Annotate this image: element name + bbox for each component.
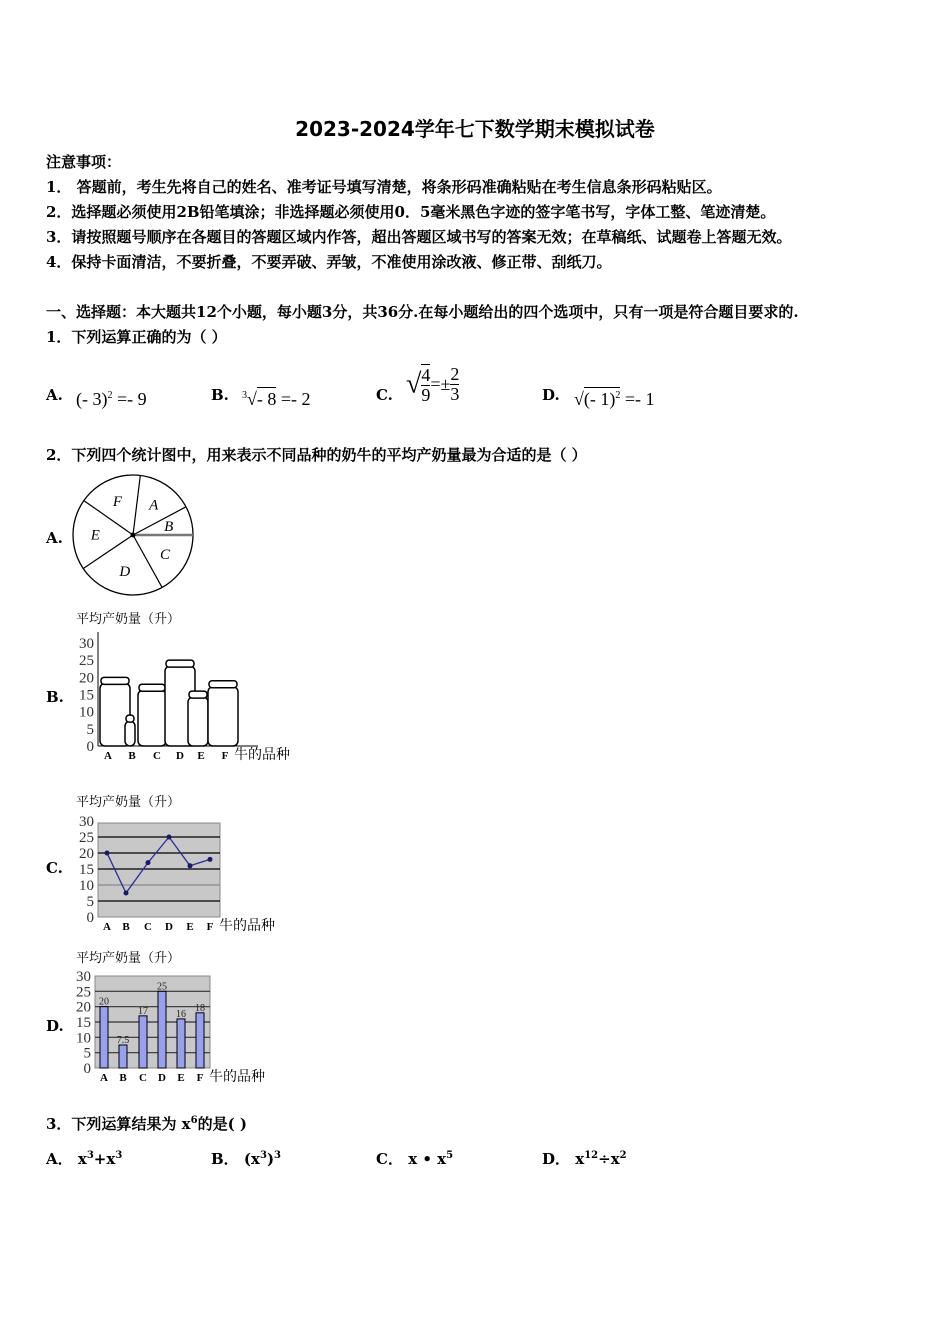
data-label: 18 — [195, 1002, 205, 1014]
q3-option-c — [376, 1148, 453, 1169]
notes-heading: 注意事项： — [46, 153, 122, 171]
jar-bar — [125, 721, 135, 746]
q3-stem-pre: 3．下列运算结果为 x — [46, 1115, 191, 1133]
question-1-stem: 1．下列运算正确的为（ ） — [46, 328, 227, 346]
q3-stem-exp: 6 — [190, 1115, 198, 1126]
q1a-rhs: =- 9 — [116, 389, 147, 409]
page-title: 2023-2024学年七下数学期末模拟试卷 — [295, 117, 655, 141]
jar-lid — [139, 684, 165, 691]
pie-slice-label: C — [160, 546, 171, 563]
data-point — [105, 851, 110, 856]
section-heading: 一、选择题：本大题共12个小题，每小题3分，共36分.在每小题给出的四个选项中，只有一项是符合题目要求的. — [46, 303, 799, 321]
q1b-radicand: - 8 — [256, 389, 277, 409]
q3a-e2: 3 — [115, 1150, 123, 1161]
q3b-t1: (x — [243, 1150, 260, 1168]
y-tick-label: 25 — [76, 984, 91, 1001]
q1b-index: 3 — [242, 390, 247, 401]
y-tick-label: 0 — [83, 1061, 91, 1077]
y-tick-label: 15 — [76, 1015, 91, 1031]
note-item: 1． 答题前，考生先将自己的姓名、准考证号填写清楚，将条形码准确粘贴在考生信息条形码粘贴区。 — [46, 178, 722, 196]
q3-option-a — [46, 1148, 122, 1169]
x-tick-label: D — [176, 750, 184, 762]
chart-y-axis-title: 平均产奶量（升） — [76, 950, 181, 965]
q3d-label: D． — [542, 1150, 571, 1168]
jar-bar — [208, 687, 238, 746]
x-tick-label: E — [177, 1072, 185, 1084]
y-tick-label: 30 — [76, 969, 91, 985]
note-item: 4．保持卡面清洁，不要折叠，不要弄破、弄皱，不准使用涂改液、修正带、刮纸刀。 — [46, 253, 612, 271]
q1-option-c-formula: √ $\frac{4}{9}$ =± $\frac{2}{3}$ — [406, 364, 460, 405]
y-tick-label: 0 — [86, 910, 94, 926]
y-tick-label: 30 — [79, 814, 94, 830]
q1-option-b-formula: $^3$√- 8 =- 2 — [242, 389, 311, 409]
q2-option-c-label: C. — [46, 859, 63, 877]
q3d-e1: 12 — [584, 1150, 599, 1161]
jar-lid — [209, 681, 237, 688]
data-point — [208, 857, 213, 862]
y-tick-label: 20 — [76, 999, 91, 1016]
q2-option-b-label: B. — [46, 688, 64, 706]
q3c-e1: 5 — [446, 1150, 454, 1161]
jar-bar — [188, 697, 208, 746]
q1d-radicand: (- 1) — [583, 389, 616, 409]
data-label: 20 — [99, 996, 109, 1008]
y-tick-label: 5 — [83, 1045, 91, 1062]
q3d-t1: x — [575, 1150, 585, 1168]
pie-slice-label: D — [119, 564, 131, 581]
jar-lid — [166, 660, 194, 667]
bar — [119, 1045, 127, 1068]
data-point — [167, 835, 172, 840]
y-tick-label: 0 — [86, 739, 94, 755]
q3a-label: A． — [46, 1150, 73, 1168]
q3a-t1: x — [77, 1150, 87, 1168]
data-label: 7.5 — [116, 1035, 130, 1046]
data-label: 16 — [176, 1008, 186, 1020]
x-tick-label: F — [221, 750, 229, 762]
x-tick-label: E — [197, 750, 205, 762]
y-tick-label: 10 — [76, 1030, 91, 1047]
x-tick-label: F — [196, 1072, 204, 1084]
jar-bar — [138, 690, 166, 746]
bar — [196, 1013, 204, 1068]
q1c-eq: =± — [430, 373, 451, 394]
pie-slice-label: A — [149, 497, 159, 514]
q1c-num: 4 — [421, 365, 431, 385]
q3a-t2: +x — [93, 1150, 116, 1168]
q1c-den: 9 — [421, 384, 431, 405]
bar — [158, 991, 166, 1068]
q1-option-b-label: B. — [211, 386, 229, 404]
y-tick-label: 5 — [86, 894, 94, 910]
y-tick-label: 15 — [79, 862, 94, 878]
q1a-base: (- 3) — [76, 389, 108, 409]
pie-slice-label: E — [90, 527, 100, 544]
x-tick-label: B — [119, 1072, 127, 1084]
q3b-e2: 3 — [274, 1150, 282, 1161]
x-tick-label: B — [122, 921, 130, 933]
q3d-e2: 2 — [619, 1150, 627, 1161]
data-point — [188, 863, 193, 868]
q1d-rhs: =- 1 — [624, 389, 655, 409]
note-item: 2．选择题必须使用2B铅笔填涂；非选择题必须使用0．5毫米黑色字迹的签字笔书写，字体工整、笔迹清楚。 — [46, 203, 776, 221]
bar — [139, 1016, 147, 1068]
bar — [100, 1007, 108, 1068]
y-tick-label: 10 — [79, 878, 94, 894]
q3d-t2: ÷x — [598, 1150, 620, 1168]
x-tick-label: C — [153, 750, 161, 762]
data-label: 25 — [157, 981, 167, 993]
chart-x-axis-title: 牛的品种 — [219, 919, 275, 934]
pie-center — [131, 533, 136, 538]
x-tick-label: A — [100, 1072, 108, 1084]
q3b-t2: ) — [266, 1150, 275, 1168]
x-tick-label: D — [158, 1072, 166, 1084]
q2-option-a-label: A. — [46, 529, 63, 547]
jar-lid — [126, 715, 134, 722]
q3b-e1: 3 — [259, 1150, 267, 1161]
jar-lid — [189, 691, 207, 698]
y-tick-label: 20 — [79, 670, 94, 687]
q1c-num2: 2 — [450, 364, 460, 384]
question-2-stem: 2．下列四个统计图中，用来表示不同品种的奶牛的平均产奶量最为合适的是（ ） — [46, 446, 587, 464]
chart-x-axis-title: 牛的品种 — [209, 1070, 265, 1085]
q3c-label: C． — [376, 1150, 403, 1168]
bar — [177, 1019, 185, 1068]
x-tick-label: E — [186, 921, 194, 933]
chart-y-axis-title: 平均产奶量（升） — [76, 794, 181, 809]
pie-slice-label: F — [112, 494, 123, 511]
q1-option-d-formula: √(- 1)$^2$ =- 1 — [574, 389, 655, 409]
chart-x-axis-title: 牛的品种 — [234, 748, 290, 763]
x-tick-label: A — [104, 750, 112, 762]
q1c-den2: 3 — [450, 383, 460, 404]
q1d-exp: 2 — [615, 390, 621, 401]
q1-option-d-label: D. — [542, 386, 560, 404]
question-3-stem — [46, 1113, 247, 1134]
q3a-e1: 3 — [86, 1150, 94, 1161]
x-tick-label: D — [165, 921, 173, 933]
x-tick-label: B — [128, 750, 136, 762]
q3-stem-post: 的是( ) — [197, 1115, 247, 1133]
y-tick-label: 25 — [79, 830, 94, 846]
q1a-exp: 2 — [107, 390, 113, 401]
x-tick-label: C — [139, 1072, 147, 1084]
chart-y-axis-title: 平均产奶量（升） — [76, 611, 181, 626]
jar-lid — [101, 677, 129, 684]
y-tick-label: 5 — [86, 721, 94, 738]
q3c-t1: x • x — [408, 1150, 447, 1168]
data-point — [124, 891, 129, 896]
q3b-label: B． — [211, 1150, 239, 1168]
y-tick-label: 25 — [79, 653, 94, 670]
y-tick-label: 15 — [79, 687, 94, 704]
q1-option-c-label: C. — [376, 386, 393, 404]
data-point — [146, 860, 151, 865]
q1b-rhs: =- 2 — [280, 389, 311, 409]
pie-slice-label: B — [164, 519, 174, 536]
q2-option-d-label: D. — [46, 1017, 64, 1035]
note-item: 3．请按照题号顺序在各题目的答题区域内作答，超出答题区域书写的答案无效；在草稿纸、试题卷上答题无效。 — [46, 228, 792, 246]
data-label: 17 — [138, 1005, 148, 1017]
y-tick-label: 30 — [79, 636, 94, 652]
x-tick-label: A — [103, 921, 111, 933]
y-tick-label: 20 — [79, 846, 94, 862]
q3-option-b — [211, 1148, 281, 1169]
q3-option-d — [542, 1148, 627, 1169]
q1-option-a-label: A. — [46, 386, 63, 404]
x-tick-label: C — [144, 921, 152, 933]
x-tick-label: F — [206, 921, 214, 933]
y-tick-label: 10 — [79, 704, 94, 721]
